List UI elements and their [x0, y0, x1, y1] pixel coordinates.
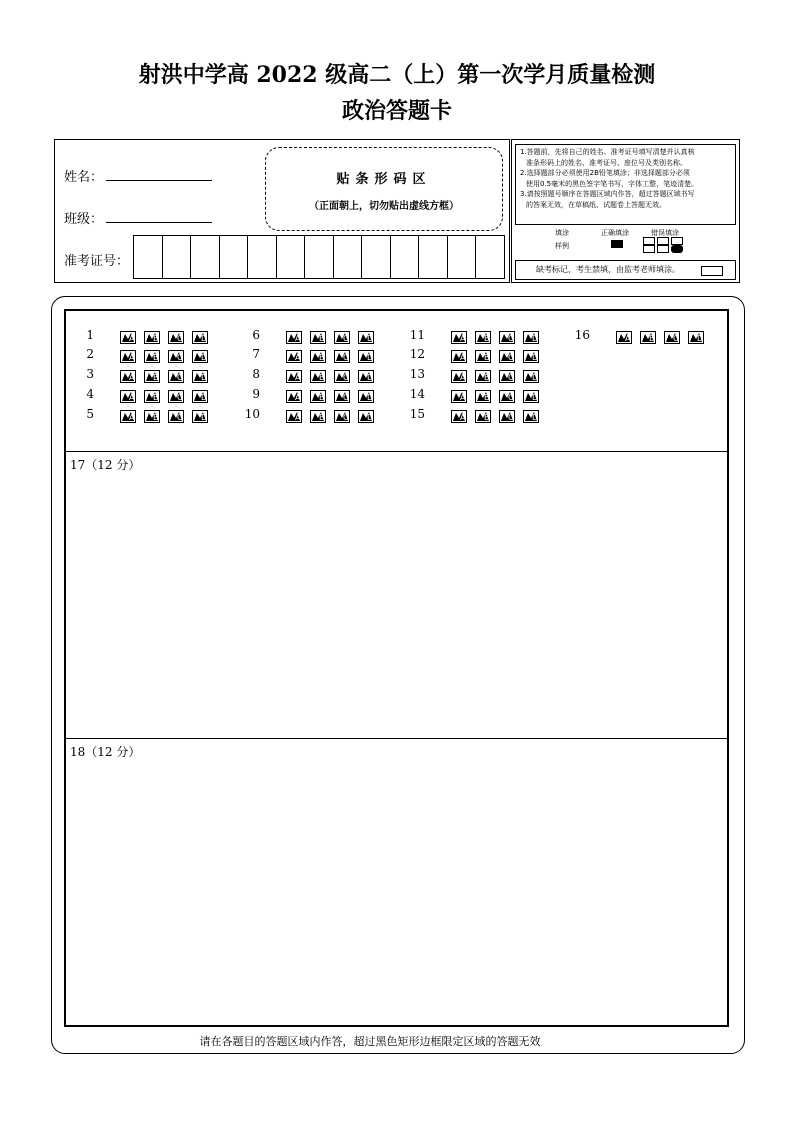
question-18-area[interactable]	[64, 739, 729, 1027]
svg-text:C: C	[343, 373, 349, 382]
answer-bubble-b[interactable]	[144, 329, 160, 342]
svg-text:C: C	[508, 413, 514, 422]
exam-id-cell[interactable]	[447, 236, 476, 278]
svg-text:B: B	[153, 334, 159, 343]
answer-bubble-a[interactable]	[616, 329, 632, 342]
svg-text:B: B	[153, 393, 159, 402]
exam-id-cell[interactable]	[418, 236, 447, 278]
svg-text:A: A	[129, 373, 135, 382]
answer-bubble-b[interactable]	[475, 388, 491, 401]
svg-text:C: C	[177, 334, 183, 343]
question-number: 15	[409, 407, 425, 421]
answer-bubble-b[interactable]	[475, 408, 491, 421]
svg-text:C: C	[177, 373, 183, 382]
svg-text:D: D	[532, 353, 539, 362]
svg-text:A: A	[295, 373, 301, 382]
absent-mark	[515, 260, 736, 280]
question-number: 7	[252, 347, 260, 361]
svg-text:D: D	[367, 393, 374, 402]
svg-text:A: A	[295, 413, 301, 422]
question-number: 9	[252, 387, 260, 401]
answer-bubble-b[interactable]	[475, 348, 491, 361]
instruction-line: 准条形码上的姓名、准考证号、座位号及类别名称。	[526, 158, 687, 167]
question-number: 13	[409, 367, 425, 381]
svg-text:D: D	[697, 334, 704, 343]
answer-bubble-c[interactable]	[499, 329, 515, 342]
answer-bubble-c[interactable]	[664, 329, 680, 342]
answer-bubble-a[interactable]	[120, 388, 136, 401]
svg-text:C: C	[508, 393, 514, 402]
svg-text:D: D	[532, 413, 539, 422]
svg-text:A: A	[129, 353, 135, 362]
answer-bubble-b[interactable]	[144, 348, 160, 361]
fill-sample	[515, 228, 736, 256]
svg-text:A: A	[625, 334, 631, 343]
svg-text:D: D	[201, 393, 208, 402]
svg-text:A: A	[295, 334, 301, 343]
footer-note: 请在各题目的答题区域内作答，超过黑色矩形边框限定区域的答题无效	[199, 1035, 541, 1048]
wrong-fill-label: 错误填涂	[651, 229, 679, 237]
svg-text:D: D	[532, 334, 539, 343]
svg-text:A: A	[129, 413, 135, 422]
question-17-area[interactable]	[64, 452, 729, 739]
question-number: 14	[409, 387, 425, 401]
svg-text:B: B	[484, 373, 490, 382]
barcode-area	[265, 147, 503, 231]
answer-bubble-a[interactable]	[120, 408, 136, 421]
exam-id-cell[interactable]	[134, 236, 162, 278]
svg-text:D: D	[201, 413, 208, 422]
svg-text:B: B	[484, 353, 490, 362]
answer-bubble-c[interactable]	[168, 388, 184, 401]
svg-text:A: A	[460, 373, 466, 382]
answer-bubble-d[interactable]	[358, 368, 374, 381]
name-label: 姓名：	[64, 170, 104, 185]
instruction-line: 2.选择题部分必须使用2B铅笔填涂；非选择题部分必须	[520, 169, 690, 177]
answer-bubble-c[interactable]	[334, 388, 350, 401]
question-number: 4	[86, 387, 94, 401]
exam-id-cell[interactable]	[361, 236, 390, 278]
svg-text:D: D	[367, 334, 374, 343]
answer-bubble-c[interactable]	[168, 368, 184, 381]
svg-text:B: B	[319, 373, 325, 382]
answer-bubble-d[interactable]	[523, 368, 539, 381]
answer-bubble-b[interactable]	[310, 408, 326, 421]
svg-text:D: D	[201, 353, 208, 362]
answer-bubble-d[interactable]	[523, 388, 539, 401]
answer-bubble-d[interactable]	[192, 368, 208, 381]
svg-text:C: C	[508, 373, 514, 382]
answer-bubble-d[interactable]	[688, 329, 704, 342]
barcode-title: 贴条形码区	[336, 172, 432, 187]
svg-text:A: A	[129, 334, 135, 343]
instruction-line: 3.请按照题号顺序在答题区域内作答，超过答题区域书写	[520, 190, 695, 198]
question-number: 3	[86, 367, 94, 381]
answer-bubble-a[interactable]	[451, 388, 467, 401]
class-label: 班级：	[64, 212, 104, 227]
question-number: 16	[574, 328, 590, 342]
svg-text:C: C	[343, 413, 349, 422]
exam-id-cell[interactable]	[333, 236, 362, 278]
answer-bubble-c[interactable]	[499, 408, 515, 421]
exam-id-cell[interactable]	[304, 236, 333, 278]
svg-text:D: D	[367, 353, 374, 362]
instruction-line: 使用0.5毫米的黑色签字笔书写，字体工整，笔迹清楚。	[526, 179, 699, 188]
svg-text:C: C	[177, 353, 183, 362]
answer-bubble-c[interactable]	[334, 348, 350, 361]
svg-text:B: B	[484, 334, 490, 343]
question-number: 1	[86, 328, 94, 342]
answer-bubble-c[interactable]	[334, 368, 350, 381]
answer-bubble-c[interactable]	[499, 388, 515, 401]
exam-id-cell[interactable]	[475, 236, 504, 278]
answer-bubble-c[interactable]	[334, 408, 350, 421]
answer-bubble-c[interactable]	[334, 329, 350, 342]
svg-text:D: D	[532, 373, 539, 382]
question-number: 11	[409, 328, 425, 342]
exam-id-label: 准考证号：	[64, 254, 130, 269]
answer-bubble-b[interactable]	[144, 408, 160, 421]
answer-bubble-a[interactable]	[286, 348, 302, 361]
answer-bubble-b[interactable]	[475, 329, 491, 342]
svg-text:B: B	[484, 413, 490, 422]
svg-text:C: C	[343, 353, 349, 362]
exam-id-cell[interactable]	[276, 236, 305, 278]
answer-bubble-d[interactable]	[523, 348, 539, 361]
svg-text:B: B	[319, 393, 325, 402]
svg-text:B: B	[153, 373, 159, 382]
answer-bubble-d[interactable]	[358, 388, 374, 401]
answer-bubble-c[interactable]	[168, 329, 184, 342]
svg-text:B: B	[649, 334, 655, 343]
answer-bubble-a[interactable]	[120, 368, 136, 381]
svg-text:B: B	[319, 413, 325, 422]
question-number: 8	[252, 367, 260, 381]
question-number: 2	[86, 347, 94, 361]
svg-text:A: A	[460, 413, 466, 422]
svg-text:B: B	[319, 353, 325, 362]
answer-bubble-a[interactable]	[451, 329, 467, 342]
answer-bubble-d[interactable]	[358, 408, 374, 421]
svg-text:C: C	[508, 334, 514, 343]
answer-bubble-d[interactable]	[523, 408, 539, 421]
svg-text:C: C	[177, 393, 183, 402]
svg-text:B: B	[153, 413, 159, 422]
answer-bubble-a[interactable]	[286, 388, 302, 401]
svg-text:D: D	[367, 373, 374, 382]
question-18-label: 18（12 分）	[70, 745, 141, 759]
answer-bubble-d[interactable]	[358, 348, 374, 361]
answer-bubble-d[interactable]	[523, 329, 539, 342]
name-field[interactable]	[106, 180, 212, 181]
answer-bubble-b[interactable]	[310, 329, 326, 342]
exam-id-cell[interactable]	[190, 236, 219, 278]
exam-id-cell[interactable]	[219, 236, 248, 278]
answer-bubble-c[interactable]	[499, 348, 515, 361]
answer-bubble-d[interactable]	[192, 388, 208, 401]
exam-id-cell[interactable]	[247, 236, 276, 278]
class-field[interactable]	[106, 222, 212, 223]
fill-label: 填涂	[555, 229, 569, 237]
absent-box[interactable]	[701, 266, 723, 276]
page-subtitle: 政治答题卡	[341, 98, 452, 124]
svg-text:D: D	[201, 373, 208, 382]
instruction-line: 的答案无效，在草稿纸、试题卷上答题无效。	[526, 200, 666, 209]
svg-text:A: A	[295, 393, 301, 402]
answer-bubble-c[interactable]	[168, 348, 184, 361]
correct-fill-mark	[611, 240, 625, 248]
answer-bubble-c[interactable]	[168, 408, 184, 421]
answer-bubble-a[interactable]	[120, 348, 136, 361]
answer-bubble-d[interactable]	[358, 329, 374, 342]
question-number: 10	[244, 407, 260, 421]
wrong-fill-marks	[643, 237, 685, 253]
answer-bubble-a[interactable]	[451, 408, 467, 421]
svg-text:C: C	[177, 413, 183, 422]
question-number: 12	[409, 347, 425, 361]
answer-bubble-b[interactable]	[310, 348, 326, 361]
answer-bubble-b[interactable]	[640, 329, 656, 342]
answer-bubble-d[interactable]	[192, 408, 208, 421]
svg-text:D: D	[532, 393, 539, 402]
answer-bubble-b[interactable]	[475, 368, 491, 381]
svg-text:A: A	[129, 393, 135, 402]
answer-bubble-a[interactable]	[120, 329, 136, 342]
answer-bubble-a[interactable]	[451, 348, 467, 361]
question-number: 5	[86, 407, 94, 421]
instructions	[515, 144, 736, 225]
svg-text:B: B	[153, 353, 159, 362]
svg-text:C: C	[508, 353, 514, 362]
answer-bubble-a[interactable]	[286, 408, 302, 421]
svg-text:B: B	[319, 334, 325, 343]
correct-fill-label: 正确填涂	[601, 229, 629, 237]
answer-bubble-a[interactable]	[286, 368, 302, 381]
answer-bubble-a[interactable]	[451, 368, 467, 381]
page-title: 射洪中学高 2022 级高二（上）第一次学月质量检测	[138, 62, 656, 88]
absent-label: 缺考标记，考生禁填，由监考老师填涂。	[536, 265, 680, 274]
svg-text:B: B	[484, 393, 490, 402]
exam-id-cell[interactable]	[162, 236, 191, 278]
exam-id-grid[interactable]	[133, 235, 505, 279]
question-17-label: 17（12 分）	[70, 458, 141, 472]
question-number: 6	[252, 328, 260, 342]
instruction-line: 1.答题前，先将自己的姓名、准考证号填写清楚并认真核	[520, 148, 695, 156]
barcode-note: （正面朝上，切勿贴出虚线方框）	[309, 201, 459, 212]
answer-bubble-d[interactable]	[192, 348, 208, 361]
svg-text:A: A	[295, 353, 301, 362]
svg-text:D: D	[367, 413, 374, 422]
svg-text:C: C	[343, 393, 349, 402]
svg-text:D: D	[201, 334, 208, 343]
answer-bubble-a[interactable]	[286, 329, 302, 342]
answer-bubble-b[interactable]	[144, 388, 160, 401]
answer-bubble-d[interactable]	[192, 329, 208, 342]
svg-text:A: A	[460, 393, 466, 402]
svg-text:C: C	[343, 334, 349, 343]
answer-bubble-c[interactable]	[499, 368, 515, 381]
sample-label: 样例	[555, 242, 569, 250]
answer-bubble-b[interactable]	[310, 368, 326, 381]
svg-text:A: A	[460, 353, 466, 362]
exam-id-cell[interactable]	[390, 236, 419, 278]
svg-text:C: C	[673, 334, 679, 343]
answer-bubble-b[interactable]	[310, 388, 326, 401]
svg-text:A: A	[460, 334, 466, 343]
answer-bubble-b[interactable]	[144, 368, 160, 381]
